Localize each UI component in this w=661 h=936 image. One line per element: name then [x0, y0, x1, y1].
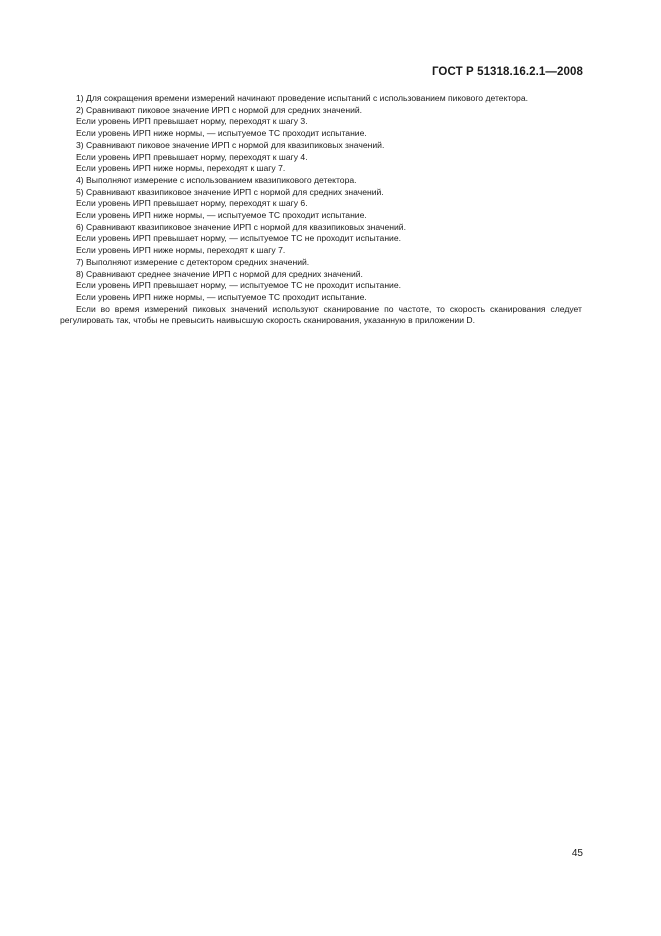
paragraph-step-5: 5) Сравнивают квазипиковое значение ИРП с нормой для средних значений. — [76, 186, 384, 197]
paragraph-step-8-exceed: Если уровень ИРП превышает норму, — испытуемое ТС не проходит испытание. — [76, 280, 402, 291]
paragraph-step-4: 4) Выполняют измерение с использованием квазипикового детектора. — [76, 174, 357, 185]
paragraph-scan-rate-note: Если во время измерений пиковых значений используют сканирование по частоте, то скорость сканирования следует регулировать так, чтобы не превысить наивысшую скорость сканирования, указанную в приложении D. — [60, 303, 582, 326]
paragraph-step-6: 6) Сравнивают квазипиковое значение ИРП с нормой для квазипиковых значений. — [76, 221, 406, 232]
paragraph-step-7: 7) Выполняют измерение с детектором средних значений. — [76, 256, 310, 267]
paragraph-step-8-below: Если уровень ИРП ниже нормы, — испытуемое ТС проходит испытание. — [76, 291, 367, 302]
document-body — [60, 93, 582, 327]
paragraph-step-3-below: Если уровень ИРП ниже нормы, переходят к шагу 7. — [76, 163, 286, 174]
paragraph-step-3-exceed: Если уровень ИРП превышает норму, переходят к шагу 4. — [76, 151, 308, 162]
paragraph-step-2: 2) Сравнивают пиковое значение ИРП с нормой для средних значений. — [76, 104, 363, 115]
paragraph-step-3: 3) Сравнивают пиковое значение ИРП с нормой для квазипиковых значений. — [76, 139, 385, 150]
page-number: 45 — [571, 848, 583, 859]
document-header-id: ГОСТ Р 51318.16.2.1—2008 — [431, 66, 583, 78]
paragraph-step-5-exceed: Если уровень ИРП превышает норму, переходят к шагу 6. — [76, 198, 308, 209]
paragraph-step-1: 1) Для сокращения времени измерений начинают проведение испытаний с использованием пикового детектора. — [76, 93, 528, 103]
paragraph-step-8: 8) Сравнивают среднее значение ИРП с нормой для средних значений. — [76, 268, 363, 279]
paragraph-step-2-below: Если уровень ИРП ниже нормы, — испытуемое ТС проходит испытание. — [76, 128, 367, 139]
paragraph-step-6-below: Если уровень ИРП ниже нормы, переходят к шагу 7. — [76, 245, 286, 256]
paragraph-step-5-below: Если уровень ИРП ниже нормы, — испытуемое ТС проходит испытание. — [76, 210, 367, 221]
paragraph-step-6-exceed: Если уровень ИРП превышает норму, — испытуемое ТС не проходит испытание. — [76, 233, 402, 244]
paragraph-step-2-exceed: Если уровень ИРП превышает норму, переходят к шагу 3. — [76, 116, 308, 127]
